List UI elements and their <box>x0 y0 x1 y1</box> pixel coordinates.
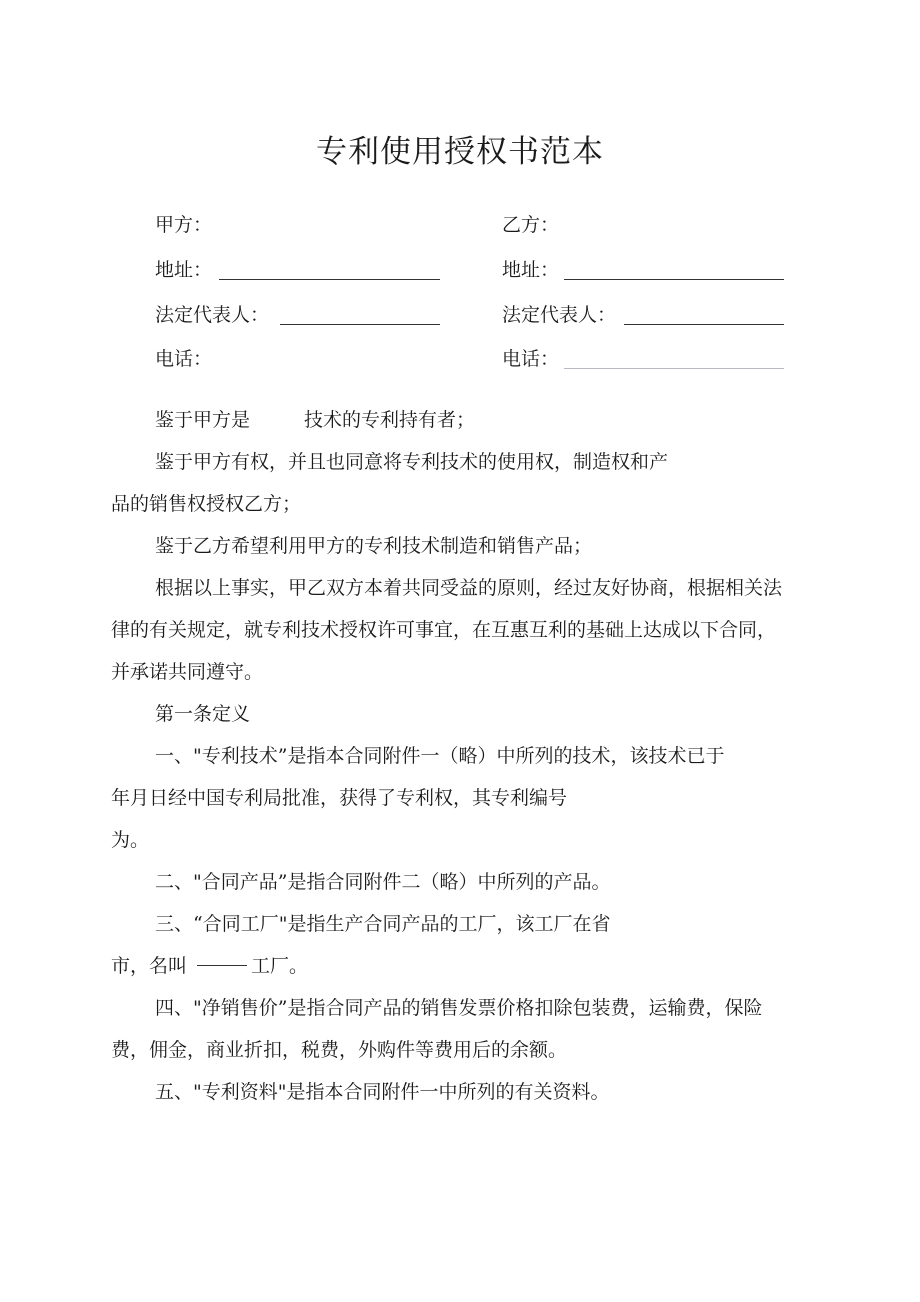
party-a-rep-label: 法定代表人： <box>155 304 270 326</box>
definition-3-part-b: 工厂。 <box>251 955 309 977</box>
party-b-phone-blank[interactable] <box>564 368 784 369</box>
definition-1-line-1: 一、"专利技术”是指本合同附件一（略）中所列的技术，该技术已于 <box>155 745 725 767</box>
recital-4-line-2: 律的有关规定，就专利技术授权许可事宜，在互惠互利的基础上达成以下合同， <box>111 619 777 641</box>
factory-name-blank[interactable] <box>197 965 247 966</box>
definition-3-line-2 <box>111 945 308 987</box>
recital-1-part-b: 技术的专利持有者； <box>304 409 476 431</box>
recital-2-line-2: 品的销售权授权乙方； <box>111 493 302 515</box>
party-a-address-blank[interactable] <box>219 279 440 280</box>
party-b-rep-blank[interactable] <box>624 324 784 325</box>
definition-3-line-1: 三、“合同工厂"是指生产合同产品的工厂，该工厂在省 <box>155 913 611 935</box>
definition-4-line-1: 四、"净销售价”是指合同产品的销售发票价格扣除包装费，运输费，保险 <box>155 997 763 1019</box>
recital-3: 鉴于乙方希望利用甲方的专利技术制造和销售产品； <box>155 535 593 557</box>
definition-2: 二、"合同产品”是指合同附件二（略）中所列的产品。 <box>155 871 611 893</box>
article-1-heading: 第一条定义 <box>155 703 251 725</box>
definition-5: 五、"专利资料"是指本合同附件一中所列的有关资料。 <box>155 1081 610 1103</box>
recital-4-line-3: 并承诺共同遵守。 <box>111 661 264 683</box>
document-title: 专利使用授权书范本 <box>316 134 604 170</box>
party-a-rep-blank[interactable] <box>280 324 440 325</box>
recital-1 <box>155 399 475 441</box>
party-a-address-label: 地址： <box>155 259 213 281</box>
definition-1-line-3: 为。 <box>111 829 150 851</box>
party-b-address-label: 地址： <box>502 259 560 281</box>
party-a-label: 甲方： <box>155 214 213 236</box>
recital-1-part-a: 鉴于甲方是 <box>155 409 251 431</box>
recital-2-line-1: 鉴于甲方有权，并且也同意将专利技术的使用权，制造权和产 <box>155 451 669 473</box>
party-b-rep-label: 法定代表人： <box>502 304 617 326</box>
definition-4-line-2: 费，佣金，商业折扣，税费，外购件等费用后的余额。 <box>111 1039 568 1061</box>
party-a-phone-label: 电话： <box>155 348 213 370</box>
party-b-address-blank[interactable] <box>564 279 784 280</box>
definition-1-line-2: 年月日经中国专利局批准，获得了专利权，其专利编号 <box>111 787 568 809</box>
recital-4-line-1: 根据以上事实，甲乙双方本着共同受益的原则，经过友好协商，根据相关法 <box>155 577 783 599</box>
party-b-phone-label: 电话： <box>502 348 560 370</box>
definition-3-part-a: 市，名叫 <box>111 955 188 977</box>
party-b-label: 乙方： <box>502 214 560 236</box>
